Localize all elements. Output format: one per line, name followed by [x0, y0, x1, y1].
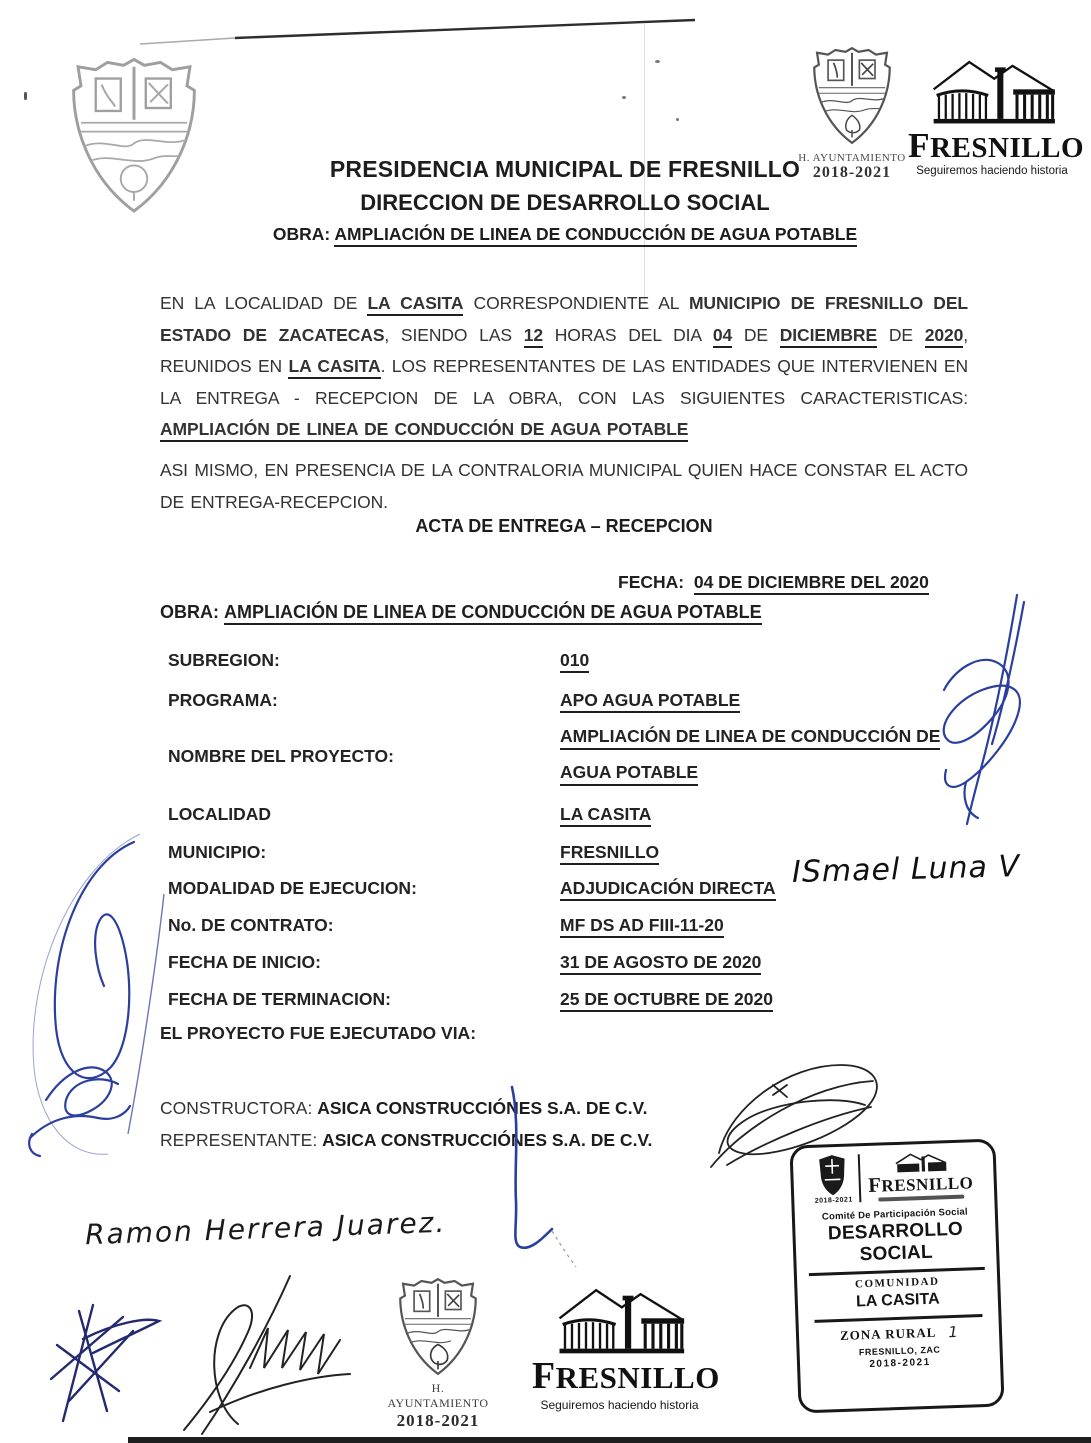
field-value-line1: AMPLIACIÓN DE LINEA DE CONDUCCIÓN DE	[560, 726, 940, 750]
field-row-terminacion	[168, 989, 773, 1010]
fresnillo-monument-icon	[532, 1284, 707, 1358]
p1-seg: , REUNIDOS EN	[160, 324, 968, 376]
obra-value: AMPLIACIÓN DE LINEA DE CONDUCCIÓN DE AGUA POTABLE	[334, 224, 857, 247]
field-row-proyecto	[168, 726, 940, 786]
stamp-committee: Comité De Participación Social	[821, 1206, 968, 1223]
fecha-value: 04 DE DICIEMBRE DEL 2020	[694, 572, 929, 595]
field-row-localidad	[168, 804, 651, 825]
scan-speckle	[676, 118, 679, 121]
handwritten-name-ramon: Ramon Herrera Juarez.	[84, 1205, 447, 1252]
obra-label: OBRA:	[160, 602, 219, 622]
field-label: SUBREGION:	[168, 650, 280, 670]
stamp-rule	[814, 1314, 982, 1323]
stamp-subtext-blur	[878, 1195, 964, 1202]
signature-black-zigzag	[150, 1272, 355, 1437]
field-label: MODALIDAD DE EJECUCION:	[168, 878, 417, 898]
field-label: FECHA DE TERMINACION:	[168, 989, 391, 1009]
p1-locality: LA CASITA	[367, 293, 463, 316]
stamp-period: 2018-2021	[869, 1356, 931, 1371]
stamp-community-name: LA CASITA	[855, 1290, 940, 1311]
fresnillo-tagline: Seguiremos haciendo historia	[540, 1397, 699, 1412]
fecha-line	[618, 572, 929, 593]
ayuntamiento-shield-icon	[806, 42, 898, 150]
stamp-wordmark: FRESNILLO	[867, 1172, 974, 1197]
representante-value: ASICA CONSTRUCCIÓNES S.A. DE C.V.	[322, 1130, 653, 1150]
fresnillo-monument-icon	[908, 56, 1076, 128]
scan-bottom-band	[128, 1437, 1091, 1443]
obra-value: AMPLIACIÓN DE LINEA DE CONDUCCIÓN DE AGUA POTABLE	[224, 602, 762, 625]
scan-speckle	[24, 92, 27, 100]
stamp-divider	[858, 1154, 862, 1202]
stamp-zone-label: ZONA RURAL	[839, 1324, 937, 1344]
doc-title-line2: DIRECCION DE DESARROLLO SOCIAL	[360, 190, 770, 215]
field-row-municipio	[168, 842, 659, 863]
field-label: LOCALIDAD	[168, 804, 272, 824]
stamp-seal	[813, 1154, 853, 1205]
p1-seg: . LOS REPRESENTANTES DE LAS ENTIDADES QUE INTERVIENEN EN LA ENTREGA - RECEPCION DE LA OBRA, CON LAS SIGUIENTES CARACTERISTICAS:	[160, 356, 968, 408]
ayuntamiento-seal-bottom	[382, 1276, 494, 1431]
p1-hora: 12	[524, 325, 543, 348]
representante-label: REPRESENTANTE:	[160, 1130, 318, 1150]
signature-blue-left	[12, 828, 187, 1168]
field-value: LA CASITA	[560, 804, 651, 827]
field-label: No. DE CONTRATO:	[168, 915, 334, 935]
p1-locality2: LA CASITA	[288, 356, 380, 379]
fresnillo-wordmark: FRESNILLO	[532, 1355, 720, 1397]
p1-seg: EN LA LOCALIDAD DE	[160, 293, 368, 313]
field-label: NOMBRE DEL PROYECTO:	[168, 745, 394, 766]
execution-line: EL PROYECTO FUE EJECUTADO VIA:	[160, 1023, 477, 1043]
ayuntamiento-period: 2018-2021	[812, 164, 892, 181]
field-value: FRESNILLO	[560, 842, 659, 865]
field-value	[560, 726, 940, 786]
field-label: FECHA DE INICIO:	[168, 952, 321, 972]
p1-municipio: MUNICIPIO DE FRESNILLO DEL ESTADO DE ZACATECAS	[160, 293, 969, 345]
p1-seg: DE	[877, 324, 925, 345]
doc-obra-header	[160, 224, 970, 245]
stamp-logo	[867, 1150, 974, 1202]
obra-line	[160, 602, 762, 623]
fresnillo-logo-bottom	[532, 1284, 720, 1412]
contraloria-paragraph: ASI MISMO, EN PRESENCIA DE LA CONTRALORIA MUNICIPAL QUIEN HACE CONSTAR EL ACTO DE ENTREGA-RECEPCION.	[160, 460, 968, 512]
ayuntamiento-period: 2018-2021	[396, 1411, 480, 1430]
stamp-department: DESARROLLO SOCIAL	[827, 1218, 964, 1266]
stamp-zone-number-handwritten: 1	[948, 1322, 959, 1342]
stamp-community-label: COMUNIDAD	[854, 1275, 940, 1291]
field-value: APO AGUA POTABLE	[560, 690, 740, 713]
field-row-programa	[168, 690, 740, 711]
constructora-label: CONSTRUCTORA:	[160, 1098, 313, 1118]
p1-seg: HORAS DEL DIA	[543, 324, 713, 345]
obra-label: OBRA:	[272, 224, 331, 244]
scan-speckle	[622, 96, 626, 99]
ayuntamiento-shield-icon	[392, 1276, 484, 1378]
field-value: 010	[560, 650, 589, 673]
fecha-label: FECHA:	[618, 572, 685, 592]
field-row-modalidad	[168, 878, 776, 899]
p1-seg: CORRESPONDIENTE AL	[463, 293, 689, 313]
field-value: 25 DE OCTUBRE DE 2020	[560, 989, 773, 1012]
stamp-shield-icon	[815, 1154, 850, 1197]
p1-dia: 04	[713, 325, 732, 348]
field-value: ADJUDICACIÓN DIRECTA	[560, 878, 776, 901]
field-value: MF DS AD FIII-11-20	[560, 915, 724, 938]
p1-seg: DE	[732, 324, 780, 345]
stamp-header	[792, 1142, 994, 1206]
signature-navy-bottom-left	[35, 1283, 165, 1433]
doc-title-line1: PRESIDENCIA MUNICIPAL DE FRESNILLO	[329, 156, 801, 182]
signature-blue-right	[920, 592, 1070, 827]
p1-mes: DICIEMBRE	[780, 325, 877, 348]
field-label: MUNICIPIO:	[168, 842, 267, 862]
constructora-value: ASICA CONSTRUCCIÓNES S.A. DE C.V.	[317, 1098, 648, 1118]
desarrollo-social-stamp	[789, 1138, 1004, 1413]
stamp-city: FRESNILLO, ZAC	[858, 1344, 941, 1358]
field-value-line2: AGUA POTABLE	[560, 762, 698, 786]
fresnillo-tagline: Seguiremos haciendo historia	[916, 165, 1068, 178]
ayuntamiento-caption: H. AYUNTAMIENTO	[798, 152, 906, 164]
field-row-contrato	[168, 915, 724, 936]
handwritten-name-ismael: ISmael Luna V	[791, 849, 1021, 890]
p1-seg: , SIENDO LAS	[384, 324, 524, 345]
acta-title: ACTA DE ENTREGA – RECEPCION	[415, 516, 713, 536]
signature-blue-stroke-center	[470, 1085, 580, 1270]
scan-speckle	[655, 60, 660, 63]
stamp-monument-icon	[874, 1150, 967, 1175]
field-row-subregion	[168, 650, 589, 671]
field-label: PROGRAMA:	[168, 690, 278, 710]
intro-paragraph	[160, 288, 968, 446]
p1-anio: 2020	[925, 325, 964, 348]
field-row-inicio	[168, 952, 761, 973]
document-header	[160, 156, 970, 245]
field-value: 31 DE AGOSTO DE 2020	[560, 952, 761, 975]
p1-obra-name: AMPLIACIÓN DE LINEA DE CONDUCCIÓN DE AGUA POTABLE	[160, 419, 688, 442]
ayuntamiento-caption: H. AYUNTAMIENTO	[387, 1381, 489, 1410]
fresnillo-wordmark: FRESNILLO	[908, 125, 1084, 165]
stamp-seal-period: 2018-2021	[814, 1196, 853, 1205]
scan-edge-line	[140, 10, 710, 50]
